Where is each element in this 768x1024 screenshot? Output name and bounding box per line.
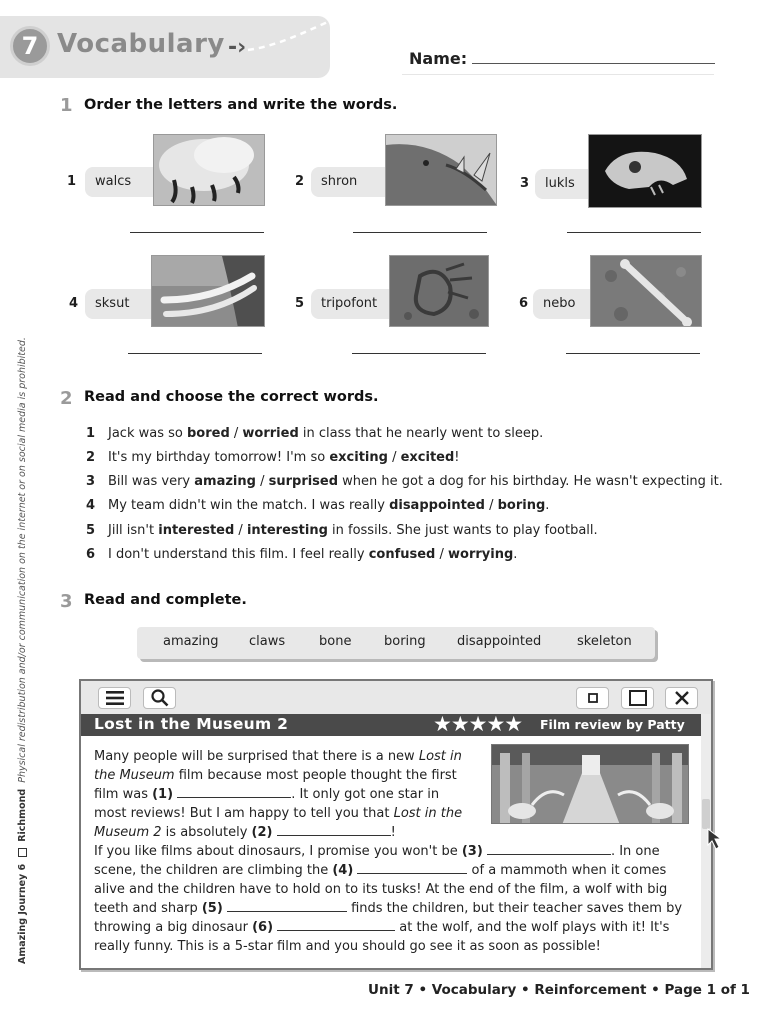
page-footer: Unit 7 • Vocabulary • Reinforcement • Page 1 of 1 [368, 982, 750, 998]
sentence-text: . [545, 498, 550, 513]
scrambled-word: shron [311, 167, 387, 197]
film-title-italic: Lost in the Museum 2 [94, 806, 463, 840]
word-bank-item: claws [249, 634, 286, 649]
option[interactable]: exciting [329, 450, 388, 465]
sentence-text: . [513, 547, 518, 562]
gap-number: (1) [152, 787, 174, 802]
exercise-1-instruction: Order the letters and write the words. [84, 97, 398, 113]
minimize-icon [587, 692, 599, 704]
sentence-number: 3 [86, 474, 96, 489]
tusks-photo [151, 255, 265, 327]
close-button[interactable] [665, 687, 698, 709]
word-bank-item: disappointed [457, 634, 542, 649]
sentence-number: 6 [86, 547, 96, 562]
maximize-icon [629, 690, 647, 706]
browser-window [79, 679, 713, 970]
separator: / [435, 547, 449, 562]
review-byline: Film review by Patty [540, 717, 685, 732]
name-field[interactable] [472, 63, 715, 64]
option[interactable]: interesting [246, 523, 328, 538]
copyright-notice: Physical redistribution and/or communication on the internet or on social media is prohibited. [17, 337, 28, 783]
option[interactable]: excited [400, 450, 455, 465]
word-bank-item: skeleton [577, 634, 632, 649]
search-button[interactable] [143, 687, 176, 709]
scrambled-word: lukls [535, 169, 591, 199]
maximize-button[interactable] [621, 687, 654, 709]
sentence-text: I don't understand this film. I feel really [108, 547, 369, 562]
gap-number: (4) [332, 863, 354, 878]
gap-number: (6) [252, 920, 274, 935]
item-number: 3 [520, 176, 530, 191]
gap-number: (3) [461, 844, 483, 859]
answer-line[interactable] [353, 232, 487, 233]
review-banner [81, 714, 701, 736]
footprint-photo [389, 255, 489, 327]
menu-button[interactable] [98, 687, 131, 709]
text: of a mammoth when it comes alive and the children have to hold on to its tusks! At the end of the film, a wolf with big teeth and sharp [94, 863, 668, 916]
word-bank-item: bone [319, 634, 352, 649]
sentence [86, 450, 460, 465]
sentence [86, 547, 517, 562]
sentence-number: 2 [86, 450, 96, 465]
scrambled-word: sksut [85, 289, 155, 319]
publisher-name: Richmond [17, 788, 28, 842]
separator: / [229, 426, 243, 441]
gap-field[interactable] [277, 918, 395, 931]
gap-number: (2) [251, 825, 273, 840]
sentence-number: 4 [86, 498, 96, 513]
option[interactable]: surprised [268, 474, 339, 489]
minimize-button[interactable] [576, 687, 609, 709]
text: Many people will be surprised that there is a new [94, 749, 419, 764]
richmond-logo-icon [18, 848, 27, 857]
item-number: 5 [295, 296, 305, 311]
sentence-text: in fossils. She just wants to play football. [327, 523, 598, 538]
mouse-pointer-icon [706, 827, 728, 851]
sentence [86, 523, 598, 538]
item-number: 1 [67, 174, 77, 189]
text: ! [390, 825, 396, 840]
film-title: Lost in the Museum 2 [94, 715, 289, 733]
name-label: Name: [409, 49, 468, 68]
star-rating: ★★★★★ [433, 712, 523, 736]
gap-field[interactable] [357, 861, 467, 874]
scrambled-word: tripofont [311, 289, 393, 319]
gap-field[interactable] [227, 899, 347, 912]
gap-field[interactable] [277, 823, 391, 836]
answer-line[interactable] [352, 353, 486, 354]
sentence-text: in class that he nearly went to sleep. [298, 426, 544, 441]
sentence-number: 1 [86, 426, 96, 441]
text: is absolutely [161, 825, 252, 840]
browser-toolbar [81, 681, 711, 714]
text: . In one scene, the children are climbing the [94, 844, 660, 878]
sentence-text: My team didn't win the match. I was really [108, 498, 390, 513]
sentence-text: ! [454, 450, 460, 465]
option[interactable]: interested [158, 523, 235, 538]
exercise-1-number: 1 [60, 95, 73, 116]
horns-photo [385, 134, 497, 206]
option[interactable]: disappointed [389, 498, 485, 513]
scrambled-word: nebo [533, 289, 595, 319]
separator: / [255, 474, 269, 489]
exercise-3-instruction: Read and complete. [84, 592, 247, 608]
exercise-2-instruction: Read and choose the correct words. [84, 389, 379, 405]
sentence-text: Bill was very [108, 474, 195, 489]
claws-photo [153, 134, 265, 206]
scrollbar-thumb[interactable] [702, 799, 710, 829]
sentence [86, 426, 543, 441]
skull-photo [588, 134, 702, 208]
option[interactable]: amazing [194, 474, 256, 489]
hamburger-menu-icon [106, 691, 124, 705]
dashed-path-decoration [246, 14, 336, 54]
text: film because most people thought the first film was [94, 768, 457, 802]
text: . It only got one star in most reviews! But I am happy to tell you that [94, 787, 440, 821]
answer-line[interactable] [567, 232, 701, 233]
exercise-2-number: 2 [60, 388, 73, 409]
answer-line[interactable] [130, 232, 264, 233]
sentence-text: It's my birthday tomorrow! I'm so [108, 450, 330, 465]
option[interactable]: bored [186, 426, 230, 441]
item-number: 2 [295, 174, 305, 189]
answer-line[interactable] [566, 353, 700, 354]
answer-line[interactable] [128, 353, 262, 354]
page-title: Vocabulary [57, 29, 225, 59]
scrambled-word: walcs [85, 167, 155, 197]
word-bank-item: boring [384, 634, 426, 649]
separator: / [387, 450, 401, 465]
copyright-side-note [17, 337, 33, 964]
sentence [86, 474, 723, 489]
text: If you like films about dinosaurs, I promise you won't be [94, 844, 462, 859]
search-icon [151, 689, 169, 707]
text: at the wolf, and the wolf plays with it! It's really funny. This is a 5-star film and you should go see it as soon as possible! [94, 920, 670, 954]
separator: / [484, 498, 498, 513]
review-paragraph-2 [94, 844, 682, 954]
text: finds the children, but their teacher saves them by throwing a big dinosaur [94, 901, 683, 935]
exercise-3-number: 3 [60, 591, 73, 612]
option[interactable]: worried [242, 426, 299, 441]
bone-photo [590, 255, 702, 327]
book-name: Amazing Journey 6 [17, 863, 28, 964]
sentence-text: Jill isn't [108, 523, 159, 538]
sentence-number: 5 [86, 523, 96, 538]
review-text [94, 747, 694, 956]
sentence-text: when he got a dog for his birthday. He wasn't expecting it. [338, 474, 723, 489]
item-number: 6 [519, 296, 529, 311]
sentence-text: Jack was so [108, 426, 187, 441]
gap-field[interactable] [487, 842, 611, 855]
option[interactable]: boring [497, 498, 546, 513]
gap-field[interactable] [177, 785, 291, 798]
option[interactable]: worrying [448, 547, 514, 562]
gap-number: (5) [201, 901, 223, 916]
item-number: 4 [69, 296, 79, 311]
option[interactable]: confused [368, 547, 436, 562]
word-bank-item: amazing [163, 634, 219, 649]
unit-number-badge: 7 [10, 26, 50, 66]
sentence [86, 498, 549, 513]
review-paragraph-1 [94, 747, 474, 842]
arrow-icon: -› [228, 35, 247, 60]
film-title-italic: Lost in the Museum [94, 749, 462, 783]
word-bank [137, 627, 655, 659]
separator: / [234, 523, 247, 538]
close-icon [674, 690, 690, 706]
divider [402, 74, 714, 75]
